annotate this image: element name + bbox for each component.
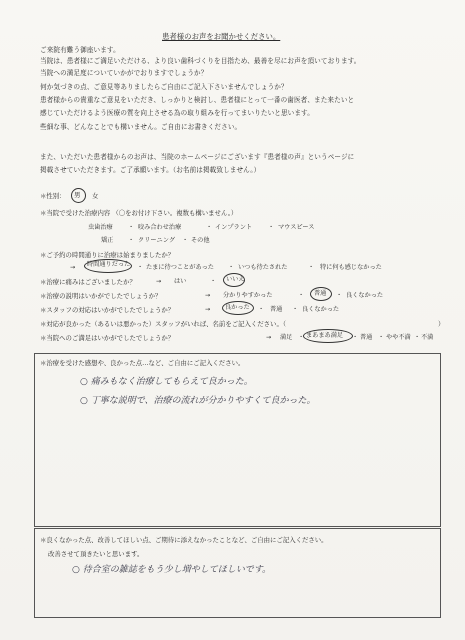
separator: ・ xyxy=(137,264,144,271)
separator: ・ xyxy=(206,224,213,231)
staff-name-close: ） xyxy=(438,320,445,328)
separator: ・ xyxy=(182,237,189,244)
separator: ・ xyxy=(258,306,265,313)
separator: ・ xyxy=(268,224,275,231)
treatment-question: ＊当院で受けた治療内容 （〇をお付け下さい。複数も構いません。） xyxy=(40,209,238,217)
treatment-option[interactable]: インプラント xyxy=(215,224,253,231)
improvement-question: ＊良くなかった点、改善してほしい点、ご期待に添えなかったことなど、ご自由にご記入ください。 xyxy=(40,536,328,544)
treatment-option[interactable]: 咬み合わせ治療 xyxy=(138,224,182,231)
arrow: → xyxy=(266,334,272,341)
separator: ・ xyxy=(352,334,359,341)
explain-option[interactable]: 良くなかった xyxy=(346,292,384,299)
separator: ・ xyxy=(210,278,217,285)
intro-line: 患者様からの貴重なご意見をいただき、しっかりと検討し、患者様にとって一番の歯医者、また来たいと xyxy=(40,96,355,104)
separator: ・ xyxy=(298,334,305,341)
notice-line: 掲載させていただきます。ご了承願います。（お名前は掲載致しません。） xyxy=(40,166,261,174)
intro-line: 当院への満足度についていかがでおりますでしょうか？ xyxy=(40,69,208,77)
intro-line: ご来院有難う御座います。 xyxy=(40,46,120,54)
intro-line: 感じていただけるよう医療の質を向上させる為の取り組みを行ってまいりたいと思います。 xyxy=(40,109,314,117)
time-option[interactable]: たまに待つことがあった xyxy=(146,264,214,271)
overall-option[interactable]: やや不満 xyxy=(386,334,411,341)
separator: ・ xyxy=(228,264,235,271)
overall-option[interactable]: まあまあ満足 xyxy=(306,332,344,339)
intro-line: 当院は、患者様にご満足いただける、より良い歯科づくりを目指ため、最善を尽にお声を頂いております。 xyxy=(40,57,361,65)
arrow: → xyxy=(205,292,211,299)
pain-option[interactable]: はい xyxy=(174,278,187,285)
treatment-option[interactable]: クリーニング xyxy=(138,237,176,244)
separator: ・ xyxy=(414,334,421,341)
explain-option[interactable]: 普通 xyxy=(314,290,327,297)
overall-option[interactable]: 不満 xyxy=(421,334,434,341)
gender-question: ＊性別： xyxy=(40,192,66,200)
page-title: 患者様のお声をお聞かせください。 xyxy=(162,32,281,41)
staff-option[interactable]: 良くなかった xyxy=(302,306,340,313)
treatment-option[interactable]: 矯正 xyxy=(101,237,114,244)
staff-question: ＊スタッフの対応はいかがでしたでしょうか？ xyxy=(40,306,175,314)
overall-option[interactable]: 満足 xyxy=(280,334,293,341)
intro-line: 何か気づきの点、ご意見等ありましたらご自由にご記入下さいませんでしょうか？ xyxy=(40,83,288,91)
explain-option[interactable]: 分かりやすかった xyxy=(223,292,273,299)
arrow: → xyxy=(205,306,211,313)
separator: ・ xyxy=(292,306,299,313)
separator: ・ xyxy=(308,264,315,271)
separator: ・ xyxy=(128,237,135,244)
good-points-question: ＊治療を受けた感想や、良かった点…など、ご自由にご記入ください。 xyxy=(40,359,245,367)
handwritten-answer: ○ 痛みもなく治療してもらえて良かった。 xyxy=(80,377,253,387)
handwritten-answer: ○ 待合室の雑誌をもう少し増やしてほしいです。 xyxy=(72,565,271,575)
time-option[interactable]: 時間通りだった xyxy=(87,261,131,268)
separator: ・ xyxy=(336,292,343,299)
handwritten-answer: ○ 丁寧な説明で、治療の流れが分かりやすくて良かった。 xyxy=(80,396,316,406)
treatment-option[interactable]: 虫歯治療 xyxy=(88,224,113,231)
improvement-subtext: 改善させて頂きたいと思います。 xyxy=(48,550,144,558)
staff-name-question: ＊対応が良かった（あるいは悪かった）スタッフがいれば、名前をご記入ください。（ xyxy=(40,320,287,328)
separator: ・ xyxy=(298,292,305,299)
gender-female-option[interactable]: 女 xyxy=(92,192,99,200)
gender-male-option[interactable]: 男 xyxy=(74,191,81,199)
pain-question: ＊治療に痛みはございましたか？ xyxy=(40,278,136,286)
overall-question: ＊当院へのご満足はいかがでしたでしょうか？ xyxy=(40,334,175,342)
staff-option[interactable]: 普通 xyxy=(270,306,283,313)
separator: ・ xyxy=(128,224,135,231)
notice-line: また、いただいた患者様からのお声は、当院のホームページにございます『患者様の声』というページに xyxy=(40,153,355,161)
treatment-option[interactable]: マウスピース xyxy=(278,224,315,231)
explain-question: ＊治療の説明はいかがでしたでしょうか？ xyxy=(40,292,162,300)
staff-option[interactable]: 良かった xyxy=(225,304,250,311)
arrow: → xyxy=(156,278,162,285)
time-option[interactable]: いつも待たされた xyxy=(238,264,288,271)
arrow: → xyxy=(70,264,76,271)
time-option[interactable]: 特に何も感じなかった xyxy=(320,264,382,271)
intro-line: 些細な事、どんなことでも構いません。ご自由にお書きください。 xyxy=(40,123,242,131)
separator: ・ xyxy=(378,334,385,341)
overall-option[interactable]: 普通 xyxy=(360,334,373,341)
pain-option[interactable]: いいえ xyxy=(226,276,245,283)
time-question: ＊ご予約の時間通りに治療は始まりましたか？ xyxy=(40,251,175,259)
treatment-option[interactable]: その他 xyxy=(191,237,210,244)
